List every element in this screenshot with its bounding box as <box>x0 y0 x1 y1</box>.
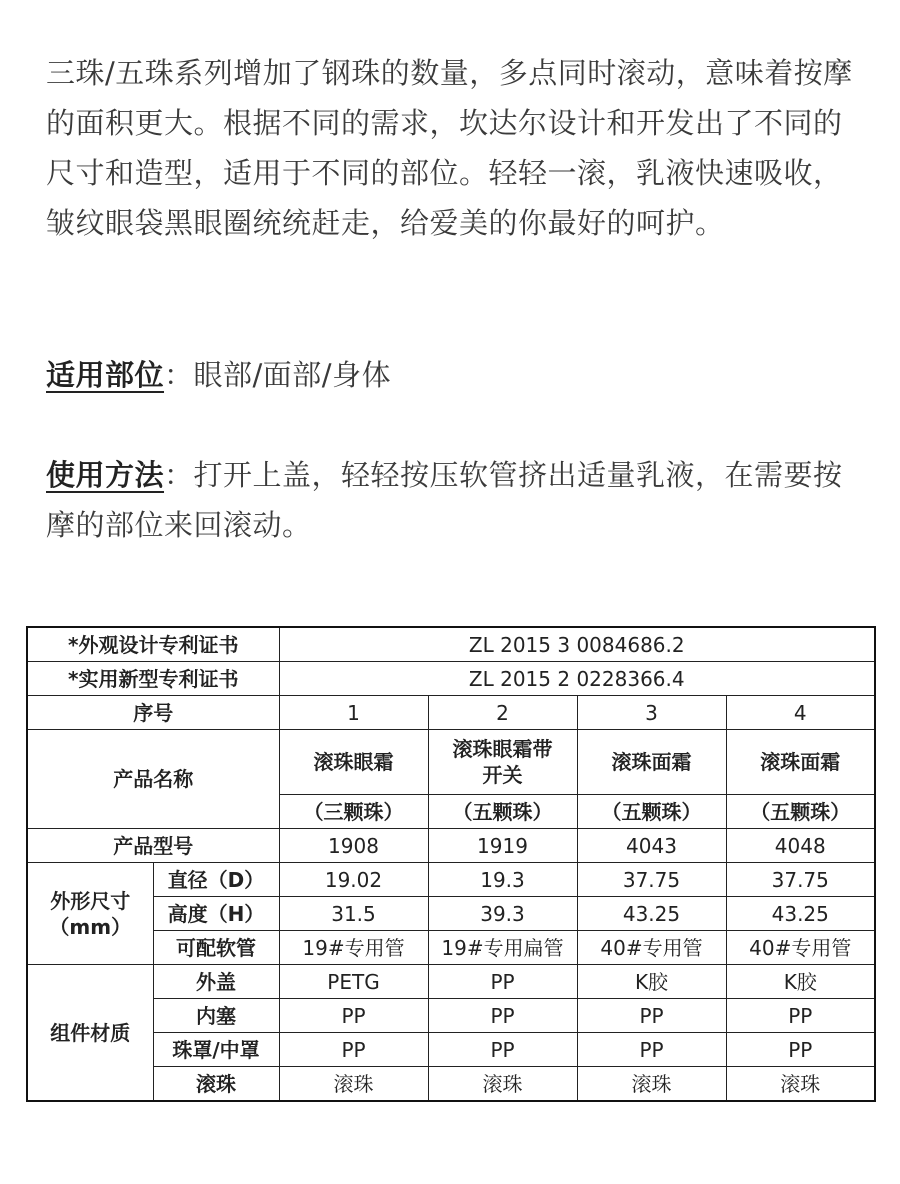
intro-paragraph: 三珠/五珠系列增加了钢珠的数量，多点同时滚动，意味着按摩的面积更大。根据不同的需求，坎达尔设计和开发出了不同的尺寸和造型，适用于不同的部位。轻轻一滚，乳液快速吸收，皱纹眼袋黑眼圈统统赶走，给爱美的你最好的呵护。 <box>46 56 853 240</box>
plug-cell: PP <box>279 999 428 1033</box>
table-row <box>27 863 875 897</box>
usage-method-colon: ： <box>164 458 194 492</box>
diameter-cell: 19.3 <box>428 863 577 897</box>
height-label: 高度（H） <box>153 897 279 931</box>
cap-cell: K胶 <box>577 965 726 999</box>
model-cell: 1919 <box>428 829 577 863</box>
diameter-cell: 37.75 <box>726 863 875 897</box>
index-cell: 1 <box>279 696 428 730</box>
height-cell: 39.3 <box>428 897 577 931</box>
diameter-cell: 19.02 <box>279 863 428 897</box>
cap-cell: PP <box>428 965 577 999</box>
utility-patent-label: *实用新型专利证书 <box>27 662 279 696</box>
dimensions-label: 外形尺寸（mm） <box>27 863 153 965</box>
product-name-cell: 滚珠面霜 <box>577 730 726 795</box>
cap-cell: K胶 <box>726 965 875 999</box>
table-row <box>27 1033 875 1067</box>
bead-count-cell: （三颗珠） <box>279 795 428 829</box>
model-label: 产品型号 <box>27 829 279 863</box>
table-row <box>27 730 875 795</box>
plug-label: 内塞 <box>153 999 279 1033</box>
usage-area-text: 眼部/面部/身体 <box>193 358 392 392</box>
table-row <box>27 897 875 931</box>
design-patent-label: *外观设计专利证书 <box>27 627 279 662</box>
usage-area-label: 适用部位 <box>46 358 165 392</box>
table-row <box>27 627 875 662</box>
product-name-cell: 滚珠面霜 <box>726 730 875 795</box>
product-name-cell: 滚珠眼霜带开关 <box>428 730 577 795</box>
bead-cover-cell: PP <box>577 1033 726 1067</box>
usage-area-colon: ： <box>164 358 194 392</box>
tube-cell: 19#专用管 <box>279 931 428 965</box>
usage-area-paragraph <box>46 350 856 400</box>
table-row <box>27 829 875 863</box>
ball-cell: 滚珠 <box>726 1067 875 1102</box>
diameter-cell: 37.75 <box>577 863 726 897</box>
bead-count-cell: （五颗珠） <box>726 795 875 829</box>
ball-label: 滚珠 <box>153 1067 279 1102</box>
bead-count-cell: （五颗珠） <box>428 795 577 829</box>
bead-cover-cell: PP <box>726 1033 875 1067</box>
model-cell: 4043 <box>577 829 726 863</box>
usage-method-text: 打开上盖，轻轻按压软管挤出适量乳液，在需要按摩的部位来回滚动。 <box>46 458 843 542</box>
tube-label: 可配软管 <box>153 931 279 965</box>
table-row <box>27 662 875 696</box>
ball-cell: 滚珠 <box>577 1067 726 1102</box>
model-cell: 1908 <box>279 829 428 863</box>
diameter-label: 直径（D） <box>153 863 279 897</box>
plug-cell: PP <box>428 999 577 1033</box>
usage-method-paragraph <box>46 450 856 550</box>
index-cell: 4 <box>726 696 875 730</box>
bead-count-cell: （五颗珠） <box>577 795 726 829</box>
product-name-label: 产品名称 <box>27 730 279 829</box>
cap-cell: PETG <box>279 965 428 999</box>
cap-label: 外盖 <box>153 965 279 999</box>
tube-cell: 40#专用管 <box>577 931 726 965</box>
bead-cover-label: 珠罩/中罩 <box>153 1033 279 1067</box>
spec-table <box>26 626 876 1102</box>
ball-cell: 滚珠 <box>279 1067 428 1102</box>
tube-cell: 40#专用管 <box>726 931 875 965</box>
plug-cell: PP <box>577 999 726 1033</box>
utility-patent-value: ZL 2015 2 0228366.4 <box>279 662 875 696</box>
ball-cell: 滚珠 <box>428 1067 577 1102</box>
usage-method-label: 使用方法 <box>46 458 165 492</box>
height-cell: 43.25 <box>726 897 875 931</box>
bead-cover-cell: PP <box>428 1033 577 1067</box>
table-row <box>27 965 875 999</box>
model-cell: 4048 <box>726 829 875 863</box>
table-row <box>27 931 875 965</box>
index-label: 序号 <box>27 696 279 730</box>
tube-cell: 19#专用扁管 <box>428 931 577 965</box>
index-cell: 3 <box>577 696 726 730</box>
height-cell: 31.5 <box>279 897 428 931</box>
materials-label: 组件材质 <box>27 965 153 1102</box>
table-row <box>27 999 875 1033</box>
plug-cell: PP <box>726 999 875 1033</box>
index-cell: 2 <box>428 696 577 730</box>
table-row <box>27 1067 875 1102</box>
height-cell: 43.25 <box>577 897 726 931</box>
design-patent-value: ZL 2015 3 0084686.2 <box>279 627 875 662</box>
table-row <box>27 696 875 730</box>
bead-cover-cell: PP <box>279 1033 428 1067</box>
product-name-cell: 滚珠眼霜 <box>279 730 428 795</box>
